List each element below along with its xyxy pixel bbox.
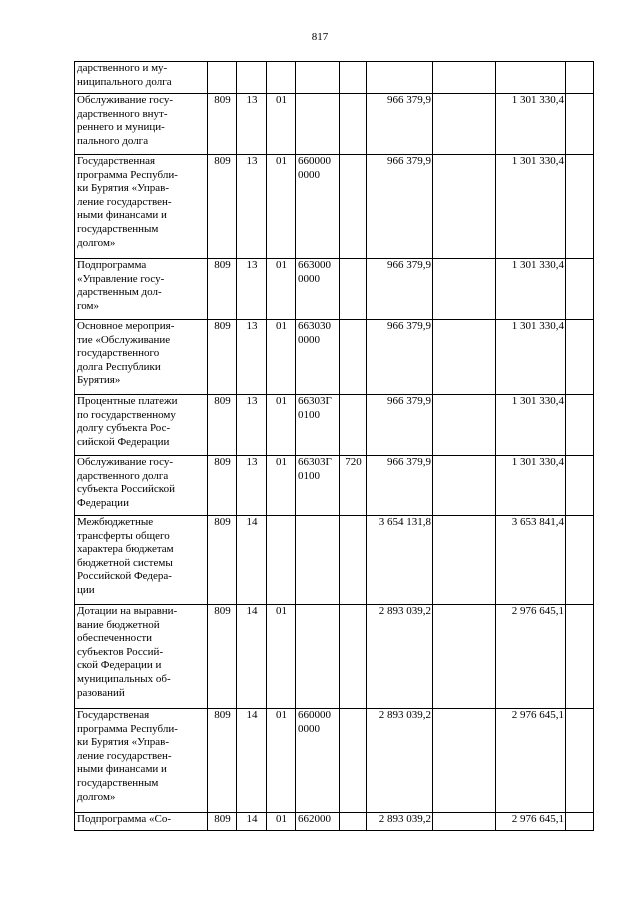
ministry-code: 809: [208, 94, 237, 155]
empty-cell: [433, 813, 496, 831]
ministry-code: 809: [208, 709, 237, 813]
empty-cell: [566, 320, 594, 395]
amount-year-1: 966 379,9: [367, 155, 433, 259]
expense-type-code: [340, 395, 367, 456]
amount-year-2: 1 301 330,4: [496, 155, 566, 259]
empty-cell: [433, 259, 496, 320]
empty-cell: [433, 62, 496, 94]
amount-year-1: 966 379,9: [367, 320, 433, 395]
ministry-code: 809: [208, 155, 237, 259]
subsection-code: 01: [267, 155, 296, 259]
amount-year-2: 3 653 841,4: [496, 516, 566, 605]
item-name: Основное мероприя- тие «Обслуживание государственного долга Республики Бурятия»: [75, 320, 208, 395]
empty-cell: [433, 709, 496, 813]
subsection-code: 01: [267, 813, 296, 831]
subsection-code: [267, 62, 296, 94]
empty-cell: [566, 456, 594, 516]
section-code: 13: [237, 155, 267, 259]
amount-year-2: 1 301 330,4: [496, 259, 566, 320]
amount-year-2: 2 976 645,1: [496, 813, 566, 831]
table-row: [75, 709, 594, 813]
empty-cell: [433, 395, 496, 456]
item-name: Подпрограмма «Со-: [75, 813, 208, 831]
subsection-code: 01: [267, 456, 296, 516]
table-row: [75, 320, 594, 395]
amount-year-2: 2 976 645,1: [496, 605, 566, 709]
subsection-code: 01: [267, 259, 296, 320]
amount-year-2: 1 301 330,4: [496, 395, 566, 456]
table-row: [75, 605, 594, 709]
amount-year-2: 1 301 330,4: [496, 320, 566, 395]
section-code: 14: [237, 709, 267, 813]
budget-table-body: [75, 62, 594, 831]
expense-type-code: [340, 94, 367, 155]
table-row: [75, 155, 594, 259]
subsection-code: 01: [267, 395, 296, 456]
table-row: [75, 813, 594, 831]
item-name: Обслуживание госу- дарственного долга субъекта Российской Федерации: [75, 456, 208, 516]
section-code: 13: [237, 320, 267, 395]
expense-type-code: 720: [340, 456, 367, 516]
amount-year-1: 966 379,9: [367, 259, 433, 320]
expense-type-code: [340, 320, 367, 395]
table-row: [75, 395, 594, 456]
item-name: Обслуживание госу- дарственного внут- реннего и муници- пального долга: [75, 94, 208, 155]
section-code: [237, 62, 267, 94]
section-code: 13: [237, 456, 267, 516]
empty-cell: [433, 94, 496, 155]
amount-year-1: 2 893 039,2: [367, 709, 433, 813]
target-article-code: 660000 0000: [296, 709, 340, 813]
ministry-code: 809: [208, 320, 237, 395]
subsection-code: 01: [267, 94, 296, 155]
expense-type-code: [340, 813, 367, 831]
section-code: 13: [237, 395, 267, 456]
item-name: Государственная программа Республи- ки Бурятия «Управ- ление государствен- ными финансами и государственным долгом»: [75, 155, 208, 259]
empty-cell: [566, 259, 594, 320]
target-article-code: 662000: [296, 813, 340, 831]
ministry-code: 809: [208, 456, 237, 516]
table-row: [75, 62, 594, 94]
amount-year-2: 1 301 330,4: [496, 456, 566, 516]
section-code: 13: [237, 94, 267, 155]
expense-type-code: [340, 62, 367, 94]
target-article-code: [296, 62, 340, 94]
amount-year-1: 2 893 039,2: [367, 605, 433, 709]
expense-type-code: [340, 709, 367, 813]
budget-table: [74, 61, 594, 831]
empty-cell: [433, 155, 496, 259]
item-name: Подпрограмма «Управление госу- дарственным дол- гом»: [75, 259, 208, 320]
expense-type-code: [340, 605, 367, 709]
section-code: 14: [237, 516, 267, 605]
target-article-code: [296, 605, 340, 709]
item-name: Дотации на выравни- вание бюджетной обеспеченности субъектов Россий- ской Федерации и муниципальных об- разований: [75, 605, 208, 709]
table-row: [75, 259, 594, 320]
empty-cell: [566, 62, 594, 94]
table-row: [75, 456, 594, 516]
subsection-code: 01: [267, 320, 296, 395]
empty-cell: [566, 605, 594, 709]
ministry-code: 809: [208, 813, 237, 831]
page-number: 817: [311, 31, 329, 43]
amount-year-1: [367, 62, 433, 94]
subsection-code: 01: [267, 709, 296, 813]
item-name: Процентные платежи по государственному долгу субъекта Рос- сийской Федерации: [75, 395, 208, 456]
subsection-code: [267, 516, 296, 605]
empty-cell: [566, 813, 594, 831]
table-row: [75, 516, 594, 605]
target-article-code: 663030 0000: [296, 320, 340, 395]
amount-year-1: 966 379,9: [367, 94, 433, 155]
ministry-code: 809: [208, 395, 237, 456]
target-article-code: 66303Г 0100: [296, 456, 340, 516]
amount-year-2: 1 301 330,4: [496, 94, 566, 155]
target-article-code: 66303Г 0100: [296, 395, 340, 456]
ministry-code: 809: [208, 516, 237, 605]
amount-year-1: 966 379,9: [367, 395, 433, 456]
expense-type-code: [340, 155, 367, 259]
expense-type-code: [340, 259, 367, 320]
empty-cell: [433, 320, 496, 395]
empty-cell: [433, 516, 496, 605]
ministry-code: 809: [208, 605, 237, 709]
section-code: 13: [237, 259, 267, 320]
table-row: [75, 94, 594, 155]
empty-cell: [566, 395, 594, 456]
target-article-code: 663000 0000: [296, 259, 340, 320]
empty-cell: [566, 155, 594, 259]
item-name: Межбюджетные трансферты общего характера бюджетам бюджетной системы Российской Федера- ции: [75, 516, 208, 605]
empty-cell: [433, 605, 496, 709]
subsection-code: 01: [267, 605, 296, 709]
section-code: 14: [237, 813, 267, 831]
empty-cell: [433, 456, 496, 516]
amount-year-1: 2 893 039,2: [367, 813, 433, 831]
empty-cell: [566, 709, 594, 813]
section-code: 14: [237, 605, 267, 709]
target-article-code: [296, 516, 340, 605]
amount-year-1: 3 654 131,8: [367, 516, 433, 605]
item-name: дарственного и му- ниципального долга: [75, 62, 208, 94]
target-article-code: 660000 0000: [296, 155, 340, 259]
empty-cell: [566, 516, 594, 605]
amount-year-1: 966 379,9: [367, 456, 433, 516]
expense-type-code: [340, 516, 367, 605]
empty-cell: [566, 94, 594, 155]
ministry-code: [208, 62, 237, 94]
amount-year-2: 2 976 645,1: [496, 709, 566, 813]
amount-year-2: [496, 62, 566, 94]
target-article-code: [296, 94, 340, 155]
ministry-code: 809: [208, 259, 237, 320]
item-name: Государственая программа Республи- ки Бурятия «Управ- ление государствен- ными финансами и государственным долгом»: [75, 709, 208, 813]
